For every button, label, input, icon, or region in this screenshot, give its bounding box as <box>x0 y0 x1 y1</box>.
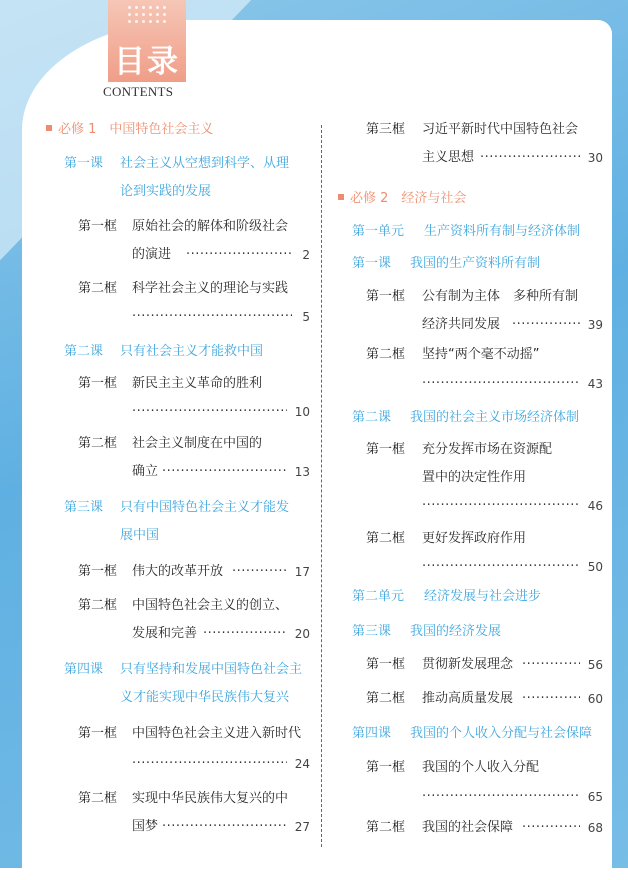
leader-dots <box>186 246 291 264</box>
column-divider <box>321 125 322 847</box>
lesson-1-label: 第一课 <box>352 256 392 271</box>
lesson-4-label: 第四课 <box>352 726 392 741</box>
frame-title[interactable]: 充分发挥市场在资源配 <box>422 442 553 457</box>
frame-title[interactable]: 社会主义制度在中国的 <box>132 436 263 451</box>
frame-title[interactable]: 中国特色社会主义的创立、 <box>132 598 289 613</box>
frame-title[interactable]: 公有制为主体 多种所有制 <box>422 289 579 304</box>
dot-pattern-icon <box>126 4 168 26</box>
page-number: 5 <box>302 310 310 324</box>
unit-1-title[interactable]: 生产资料所有制与经济体制 <box>424 224 581 239</box>
frame-label: 第一框 <box>366 289 406 304</box>
lesson-4-title-cont[interactable]: 义才能实现中华民族伟大复兴 <box>120 690 290 705</box>
page-number: 68 <box>587 821 603 835</box>
frame-label: 第二框 <box>366 531 406 546</box>
frame-label: 第二框 <box>78 281 118 296</box>
page-subtitle: CONTENTS <box>103 84 174 99</box>
frame-label: 第二框 <box>78 791 118 806</box>
lesson-1-title[interactable]: 我国的生产资料所有制 <box>410 256 541 271</box>
lesson-3-label: 第三课 <box>64 500 104 515</box>
lesson-1-label: 第一课 <box>64 156 104 171</box>
frame-title[interactable]: 我国的社会保障 <box>422 820 514 835</box>
lesson-2-title[interactable]: 只有社会主义才能救中国 <box>120 344 264 359</box>
frame-label: 第一框 <box>366 760 406 775</box>
page-number: 13 <box>294 465 310 479</box>
page-number: 43 <box>587 377 603 391</box>
lesson-2-label: 第二课 <box>352 410 392 425</box>
leader-dots <box>522 819 580 837</box>
page-number: 60 <box>587 692 603 706</box>
square-bullet-icon <box>46 125 52 131</box>
page-number: 46 <box>587 499 603 513</box>
page-number: 27 <box>294 820 310 834</box>
unit-1-label: 第一单元 <box>352 224 405 239</box>
frame-label: 第二框 <box>366 820 406 835</box>
leader-dots <box>232 563 287 581</box>
lesson-4-title[interactable]: 我国的个人收入分配与社会保障 <box>410 726 593 741</box>
leader-dots <box>132 308 292 326</box>
leader-dots <box>132 755 287 773</box>
leader-dots <box>422 497 580 515</box>
page-number: 10 <box>294 405 310 419</box>
frame-title[interactable]: 新民主主义革命的胜利 <box>132 376 263 391</box>
leader-dots <box>522 656 580 674</box>
page-title: 目录 <box>114 44 180 80</box>
frame-label: 第二框 <box>366 347 406 362</box>
leader-dots <box>422 375 580 393</box>
frame-title-cont[interactable]: 确立 <box>132 464 159 479</box>
frame-label: 第一框 <box>78 726 118 741</box>
frame-title-cont[interactable]: 发展和完善 <box>132 626 198 641</box>
frame-label: 第一框 <box>78 376 118 391</box>
frame-title[interactable]: 实现中华民族伟大复兴的中 <box>132 791 289 806</box>
frame-label: 第一框 <box>366 657 406 672</box>
leader-dots <box>162 818 287 836</box>
frame-title[interactable]: 贯彻新发展理念 <box>422 657 514 672</box>
frame-label: 第一框 <box>78 219 118 234</box>
frame-title[interactable]: 伟大的改革开放 <box>132 564 224 579</box>
leader-dots <box>162 463 287 481</box>
frame-title[interactable]: 我国的个人收入分配 <box>422 760 540 775</box>
lesson-3-title[interactable]: 只有中国特色社会主义才能发 <box>120 500 290 515</box>
unit-2-title[interactable]: 经济发展与社会进步 <box>424 589 542 604</box>
frame-label: 第一框 <box>78 564 118 579</box>
lesson-4-label: 第四课 <box>64 662 104 677</box>
book-heading-1[interactable]: 必修 1 中国特色社会主义 <box>46 121 213 139</box>
page-number: 17 <box>294 565 310 579</box>
frame-label: 第一框 <box>366 442 406 457</box>
frame-title[interactable]: 推动高质量发展 <box>422 691 514 706</box>
page-number: 50 <box>587 560 603 574</box>
frame-label: 第二框 <box>78 436 118 451</box>
leader-dots <box>422 788 580 806</box>
lesson-1-title-cont[interactable]: 论到实践的发展 <box>120 184 212 199</box>
frame-label: 第二框 <box>78 598 118 613</box>
frame-title[interactable]: 更好发挥政府作用 <box>422 531 527 546</box>
frame-title[interactable]: 坚持“两个毫不动摇” <box>422 347 540 362</box>
page-number: 2 <box>302 248 310 262</box>
page-number: 56 <box>587 658 603 672</box>
leader-dots <box>203 625 287 643</box>
frame-title[interactable]: 习近平新时代中国特色社会 <box>422 122 579 137</box>
page-number: 20 <box>294 627 310 641</box>
frame-title[interactable]: 中国特色社会主义进入新时代 <box>132 726 302 741</box>
leader-dots <box>522 690 580 708</box>
frame-title[interactable]: 原始社会的解体和阶级社会 <box>132 219 289 234</box>
lesson-3-title-cont[interactable]: 展中国 <box>120 528 160 543</box>
lesson-2-title[interactable]: 我国的社会主义市场经济体制 <box>410 410 580 425</box>
lesson-1-title[interactable]: 社会主义从空想到科学、从理 <box>120 156 290 171</box>
lesson-4-title[interactable]: 只有坚持和发展中国特色社会主 <box>120 662 303 677</box>
page-number: 24 <box>294 757 310 771</box>
leader-dots <box>132 403 287 421</box>
frame-title-cont[interactable]: 的演进 <box>132 247 172 262</box>
frame-title-cont[interactable]: 国梦 <box>132 819 159 834</box>
frame-label: 第二框 <box>366 691 406 706</box>
lesson-3-title[interactable]: 我国的经济发展 <box>410 624 502 639</box>
page-number: 39 <box>587 318 603 332</box>
square-bullet-icon <box>338 194 344 200</box>
leader-dots <box>480 149 580 167</box>
unit-2-label: 第二单元 <box>352 589 405 604</box>
frame-title-cont[interactable]: 主义思想 <box>422 150 475 165</box>
frame-title[interactable]: 科学社会主义的理论与实践 <box>132 281 289 296</box>
lesson-3-label: 第三课 <box>352 624 392 639</box>
frame-title-cont[interactable]: 置中的决定性作用 <box>422 470 527 485</box>
frame-title-cont[interactable]: 经济共同发展 <box>422 317 501 332</box>
page-number: 65 <box>587 790 603 804</box>
lesson-2-label: 第二课 <box>64 344 104 359</box>
leader-dots <box>422 558 580 576</box>
leader-dots <box>512 316 580 334</box>
page-number: 30 <box>587 151 603 165</box>
book-heading-2[interactable]: 必修 2 经济与社会 <box>338 190 466 208</box>
frame-label: 第三框 <box>366 122 406 137</box>
